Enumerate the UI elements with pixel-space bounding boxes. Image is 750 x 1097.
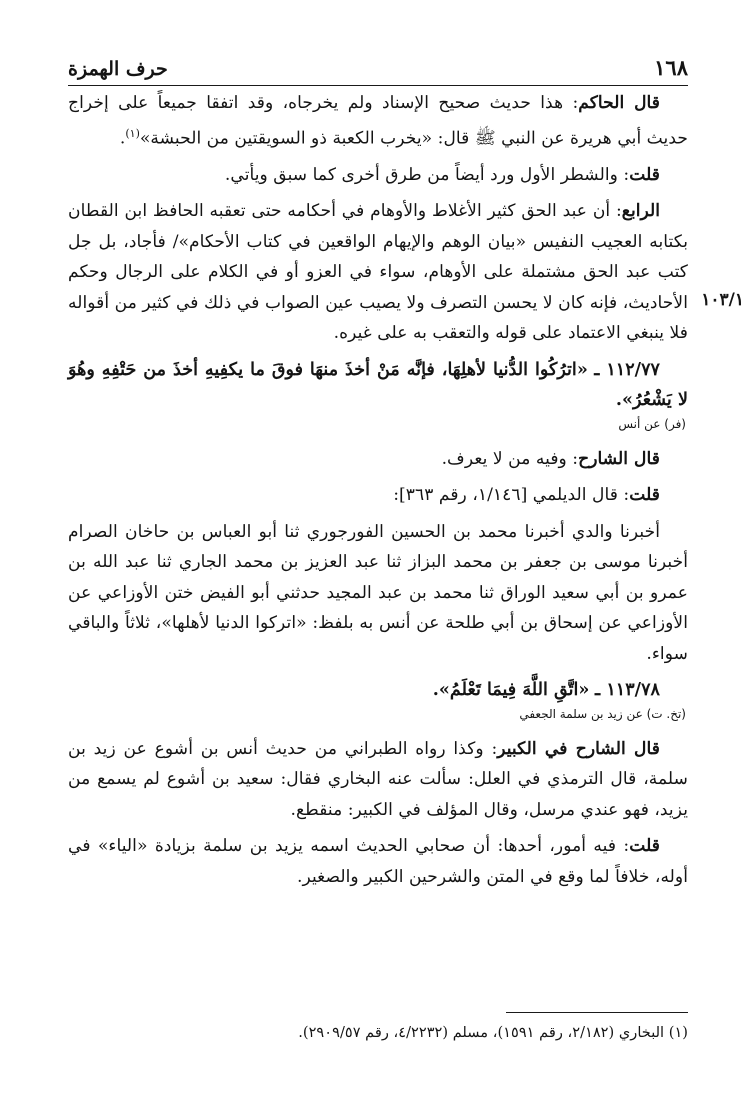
chapter-title: حرف الهمزة (68, 58, 168, 80)
paragraph-text: : قال الديلمي [١/١٤٦، رقم ٣٦٣]: (393, 485, 630, 506)
paragraph-hakim (68, 88, 688, 154)
margin-reference: ١٠٣/١ (701, 290, 744, 310)
hadith-number: ١١٢/٧٧ ـ (594, 358, 661, 380)
footnote-marker: (١) (125, 126, 140, 140)
footnote-number: (١) (668, 1024, 688, 1041)
paragraph-lead: قال الشارح في الكبير (497, 738, 660, 759)
paragraph-sharih-1 (68, 444, 688, 475)
hadith-112 (68, 355, 688, 416)
paragraph-qultu-3 (68, 831, 688, 892)
page-header (68, 44, 688, 86)
paragraph-lead: قلت (629, 164, 660, 185)
paragraph-text: : هذا حديث صحيح الإسناد ولم يخرجاه، وقد اتفقا جميعاً على إخراج حديث أبي هريرة عن النبي ﷺ قال: «يخرب الكعبة ذو السويقتين من الحبشة» (68, 93, 688, 149)
paragraph-text: : والشطر الأول ورد أيضاً من طرق أخرى كما سبق ويأتي. (224, 164, 630, 185)
footnote (68, 1022, 688, 1044)
paragraph-qultu-2 (68, 480, 688, 511)
main-text (68, 88, 688, 898)
footnote-divider (506, 1012, 688, 1013)
hadith-source: (تخ. ت) عن زيد بن سلمة الجعفي (519, 706, 686, 721)
paragraph-text: : وكذا رواه الطبراني من حديث أنس بن أشوع عن زيد بن سلمة، قال الترمذي في العلل: سألت عنه البخاري فقال: سعيد بن أشوع لم يسمع من يزيد، فهو عندي مرسل، وقال المؤلف في الكبير: منقطع. (68, 738, 688, 820)
hadith-113 (68, 675, 688, 706)
paragraph-sharih-2 (68, 734, 688, 826)
hadith-source: (فر) عن أنس (618, 416, 686, 431)
paragraph-lead: قلت (629, 836, 660, 857)
hadith-number: ١١٣/٧٨ ـ (595, 679, 660, 701)
footnote-text: البخاري (٢/١٨٢، رقم ١٥٩١)، مسلم (٤/٢٢٣٢، رقم ٢٩٠٩/٥٧). (298, 1024, 665, 1041)
paragraph-text: : فيه أمور، أحدها: أن صحابي الحديث اسمه يزيد بن سلمة بزيادة «الياء» في أوله، خلافاً لما وقع في المتن والشرحين الكبير والصغير. (68, 836, 688, 887)
paragraph-qultu-1 (68, 160, 688, 191)
paragraph-text: : وفيه من لا يعرف. (441, 448, 579, 469)
paragraph-lead: قال الحاكم (578, 93, 661, 113)
paragraph-text: أخبرنا والدي أخبرنا محمد بن الحسين الفورجوري ثنا أبو العباس بن حاخان الصرام أخبرنا موسى بن جعفر بن محمد البزاز ثنا عبد العزيز بن محمد الجاري ثنا عبد الله بن عمرو بن أبي سعيد الوراق ثنا محمد بن عبد المجيد حدثني أبو الفيض ختن الأوزاعي عن الأوزاعي عن إسحاق بن أبي طلحة عن أنس به بلفظ: «اتركوا الدنيا لأهلها»، ثلاثاً والباقي سواء. (68, 521, 688, 664)
paragraph-lead: قال الشارح (578, 448, 660, 469)
hadith-text: «اترُكُوا الدُّنيا لأهلِهَا، فإنَّه مَنْ أخذَ منهَا فوقَ ما يكفِيهِ أخذَ من حَتْفِهِ وهُوَ لا يَشْعُرُ». (68, 358, 688, 411)
paragraph-end: . (119, 128, 126, 149)
paragraph-lead: قلت (629, 485, 660, 506)
paragraph-lead: الرابع (621, 201, 660, 222)
paragraph-text: : أن عبد الحق كثير الأغلاط والأوهام في أحكامه حتى تعقبه الحافظ ابن القطان بكتابه العجيب النفيس «بيان الوهم والإيهام الواقعين في كتاب الأحكام»/ فأجاد، بل جل كتب عبد الحق مشتملة على الأوهام، سواء في العزو أو في الكلام على الرجال وحكم الأحاديث، فإنه كان لا يحسن التصرف ولا يصيب عين الصواب في ذلك في كثير من أقواله فلا ينبغي الاعتماد على قوله والتعقب به على غيره. (68, 201, 688, 344)
hadith-text: «اتَّقِ اللَّهَ فِيمَا تَعْلَمُ». (432, 679, 590, 701)
paragraph-isnad (68, 517, 688, 670)
page-number: ١٦٨ (654, 55, 688, 80)
paragraph-rabi (68, 196, 688, 349)
